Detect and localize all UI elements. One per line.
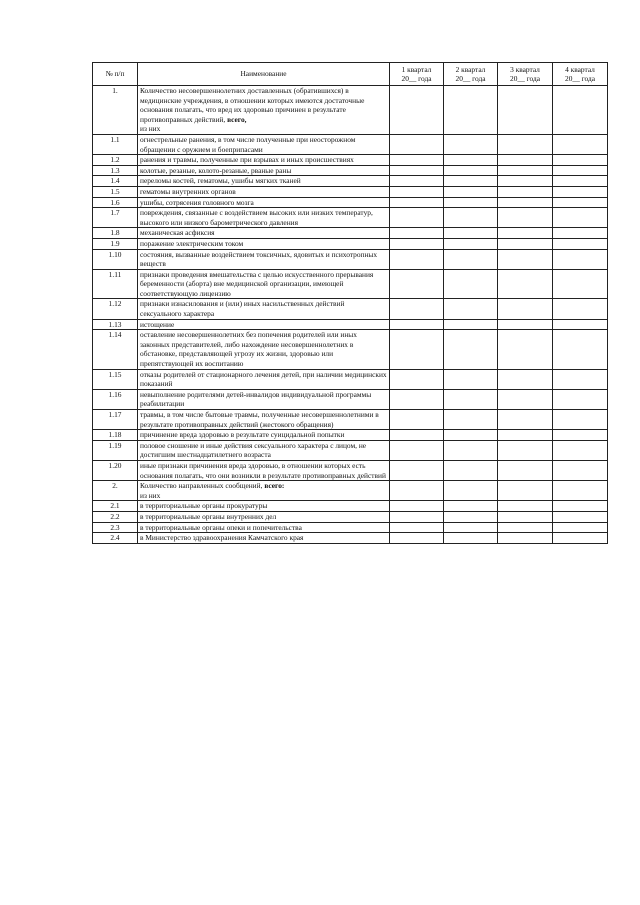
quarter-1-cell[interactable]	[390, 249, 444, 269]
quarter-2-cell[interactable]	[444, 481, 498, 501]
quarter-3-cell[interactable]	[498, 481, 553, 501]
row-number: 2.2	[93, 511, 138, 522]
row-number: 1.18	[93, 430, 138, 441]
row-name-text: оставление несовершеннолетних без попечения родителей или иных законных представителей, либо нахождение несовершеннолетних в обстановке, представляющей угрозу их жизни, здоровью или препятствующей их воспитанию	[140, 330, 357, 369]
row-name-text: в территориальные органы опеки и попечительства	[140, 522, 302, 532]
quarter-year: 20__ года	[510, 74, 540, 83]
quarter-3-cell[interactable]	[498, 410, 553, 430]
quarter-3-cell[interactable]	[498, 299, 553, 319]
table-row	[93, 269, 608, 299]
row-name	[138, 319, 390, 330]
row-name-text: причинение вреда здоровью в результате суицидальной попытки	[140, 430, 345, 440]
row-number: 1.3	[93, 165, 138, 176]
table-row	[93, 86, 608, 135]
table-row	[93, 522, 608, 533]
row-name	[138, 440, 390, 460]
quarter-2-cell[interactable]	[444, 86, 498, 135]
quarter-4-cell[interactable]	[553, 501, 608, 512]
quarter-1-cell[interactable]	[390, 410, 444, 430]
quarter-2-cell[interactable]	[444, 430, 498, 441]
table-header	[93, 63, 608, 86]
table-body	[93, 86, 608, 544]
report-table	[92, 62, 608, 544]
quarter-3-cell[interactable]	[498, 155, 553, 166]
table-row	[93, 186, 608, 197]
quarter-4-cell[interactable]	[553, 511, 608, 522]
row-name-tail: из них	[140, 124, 161, 134]
header-quarter-2	[444, 63, 498, 86]
row-number: 1.12	[93, 299, 138, 319]
quarter-3-cell[interactable]	[498, 511, 553, 522]
quarter-3-cell[interactable]	[498, 134, 553, 154]
header-row	[93, 63, 608, 86]
row-name-text: иные признаки причинения вреда здоровью, в отношении которых есть основания полагать, что они возникли в результате противоправных действий	[140, 460, 386, 480]
row-name	[138, 176, 390, 187]
quarter-1-cell[interactable]	[390, 208, 444, 228]
quarter-1-cell[interactable]	[390, 481, 444, 501]
quarter-4-cell[interactable]	[553, 522, 608, 533]
quarter-4-cell[interactable]	[553, 176, 608, 187]
quarter-label: 4 квартал	[565, 64, 595, 74]
quarter-1-cell[interactable]	[390, 430, 444, 441]
row-name-text: Количество направленных сообщений,	[140, 481, 263, 491]
row-name	[138, 228, 390, 239]
row-name	[138, 460, 390, 480]
row-number: 2.3	[93, 522, 138, 533]
header-name: Наименование	[138, 63, 390, 86]
table-row	[93, 197, 608, 208]
row-name-total: всего:	[264, 481, 285, 491]
table-row	[93, 533, 608, 544]
header-num: № п/п	[93, 63, 138, 86]
table-row	[93, 299, 608, 319]
header-quarter-1	[390, 63, 444, 86]
row-name-text: в территориальные органы внутренних дел	[140, 511, 277, 521]
quarter-2-cell[interactable]	[444, 228, 498, 239]
row-name	[138, 249, 390, 269]
row-number: 1.1	[93, 134, 138, 154]
quarter-1-cell[interactable]	[390, 299, 444, 319]
row-name-text: колотые, резаные, колото-резаные, рваные раны	[140, 165, 292, 175]
quarter-2-cell[interactable]	[444, 208, 498, 228]
table-row	[93, 176, 608, 187]
table-row	[93, 165, 608, 176]
quarter-3-cell[interactable]	[498, 208, 553, 228]
row-name-text: признаки проведения вмешательства с целью искусственного прерывания беременности (аборта) вне медицинской организации, имеющей соответствующую лицензию	[140, 269, 374, 298]
table-row	[93, 511, 608, 522]
quarter-4-cell[interactable]	[553, 319, 608, 330]
row-name	[138, 86, 390, 135]
row-number: 1.9	[93, 238, 138, 249]
quarter-4-cell[interactable]	[553, 460, 608, 480]
quarter-1-cell[interactable]	[390, 330, 444, 369]
table-row	[93, 501, 608, 512]
quarter-1-cell[interactable]	[390, 460, 444, 480]
quarter-3-cell[interactable]	[498, 228, 553, 239]
quarter-3-cell[interactable]	[498, 460, 553, 480]
quarter-1-cell[interactable]	[390, 165, 444, 176]
row-number: 1.19	[93, 440, 138, 460]
quarter-4-cell[interactable]	[553, 269, 608, 299]
quarter-3-cell[interactable]	[498, 330, 553, 369]
row-name	[138, 389, 390, 409]
quarter-4-cell[interactable]	[553, 238, 608, 249]
row-number: 1.10	[93, 249, 138, 269]
row-name-text: истощение	[140, 319, 175, 329]
quarter-2-cell[interactable]	[444, 299, 498, 319]
quarter-2-cell[interactable]	[444, 186, 498, 197]
row-number: 2.	[93, 481, 138, 501]
row-number: 1.8	[93, 228, 138, 239]
quarter-2-cell[interactable]	[444, 176, 498, 187]
quarter-4-cell[interactable]	[553, 299, 608, 319]
row-name-text: поражение электрическим током	[140, 238, 244, 248]
quarter-4-cell[interactable]	[553, 208, 608, 228]
quarter-1-cell[interactable]	[390, 197, 444, 208]
quarter-1-cell[interactable]	[390, 533, 444, 544]
quarter-2-cell[interactable]	[444, 511, 498, 522]
table-row	[93, 440, 608, 460]
header-quarter-4	[553, 63, 608, 86]
quarter-4-cell[interactable]	[553, 410, 608, 430]
table-row	[93, 369, 608, 389]
quarter-3-cell[interactable]	[498, 86, 553, 135]
row-number: 1.17	[93, 410, 138, 430]
quarter-1-cell[interactable]	[390, 228, 444, 239]
table-row	[93, 238, 608, 249]
quarter-4-cell[interactable]	[553, 533, 608, 544]
quarter-2-cell[interactable]	[444, 238, 498, 249]
quarter-2-cell[interactable]	[444, 460, 498, 480]
quarter-2-cell[interactable]	[444, 410, 498, 430]
row-number: 1.20	[93, 460, 138, 480]
quarter-2-cell[interactable]	[444, 330, 498, 369]
row-name	[138, 501, 390, 512]
quarter-1-cell[interactable]	[390, 186, 444, 197]
quarter-2-cell[interactable]	[444, 134, 498, 154]
quarter-1-cell[interactable]	[390, 269, 444, 299]
quarter-2-cell[interactable]	[444, 389, 498, 409]
quarter-year: 20__ года	[401, 74, 432, 83]
row-name-text: травмы, в том числе бытовые травмы, полученные несовершеннолетними в результате противоправных действий (жестокого обращения)	[140, 410, 379, 429]
row-name	[138, 155, 390, 166]
row-name-text: в территориальные органы прокуратуры	[140, 501, 268, 511]
row-number: 1.6	[93, 197, 138, 208]
quarter-3-cell[interactable]	[498, 440, 553, 460]
header-quarter-3	[498, 63, 553, 86]
quarter-4-cell[interactable]	[553, 481, 608, 501]
quarter-1-cell[interactable]	[390, 86, 444, 135]
row-name	[138, 410, 390, 430]
row-name-text: отказы родителей от стационарного лечения детей, при наличии медицинских показаний	[140, 369, 387, 389]
table-row	[93, 134, 608, 154]
row-name-text: гематомы внутренних органов	[140, 186, 236, 196]
table-row	[93, 460, 608, 480]
quarter-4-cell[interactable]	[553, 134, 608, 154]
row-name	[138, 369, 390, 389]
quarter-1-cell[interactable]	[390, 522, 444, 533]
quarter-3-cell[interactable]	[498, 319, 553, 330]
quarter-4-cell[interactable]	[553, 369, 608, 389]
row-name-text: повреждения, связанные с воздействием высоких или низких температур, высокого или низкого барометрического давления	[140, 208, 373, 227]
quarter-3-cell[interactable]	[498, 389, 553, 409]
table-row	[93, 155, 608, 166]
quarter-4-cell[interactable]	[553, 197, 608, 208]
row-name-text: ранения и травмы, полученные при взрывах и иных происшествиях	[140, 155, 354, 165]
table-row	[93, 330, 608, 369]
table-row	[93, 389, 608, 409]
row-number: 1.7	[93, 208, 138, 228]
row-number: 1.4	[93, 176, 138, 187]
row-number: 1.15	[93, 369, 138, 389]
row-name-text: ушибы, сотрясения головного мозга	[140, 197, 254, 207]
quarter-3-cell[interactable]	[498, 501, 553, 512]
row-name-text: механическая асфиксия	[140, 228, 215, 238]
quarter-3-cell[interactable]	[498, 533, 553, 544]
row-name-text: в Министерство здравоохранения Камчатского края	[140, 533, 304, 543]
table-row	[93, 228, 608, 239]
quarter-1-cell[interactable]	[390, 440, 444, 460]
row-name	[138, 299, 390, 319]
quarter-4-cell[interactable]	[553, 155, 608, 166]
row-name	[138, 269, 390, 299]
quarter-4-cell[interactable]	[553, 86, 608, 135]
quarter-2-cell[interactable]	[444, 533, 498, 544]
row-name	[138, 238, 390, 249]
row-number: 2.1	[93, 501, 138, 512]
row-name	[138, 165, 390, 176]
quarter-2-cell[interactable]	[444, 269, 498, 299]
row-name	[138, 481, 390, 501]
table-row	[93, 208, 608, 228]
quarter-2-cell[interactable]	[444, 369, 498, 389]
quarter-4-cell[interactable]	[553, 330, 608, 369]
row-name-text: состояния, вызванные воздействием токсичных, ядовитых и психотропных веществ	[140, 249, 378, 269]
quarter-1-cell[interactable]	[390, 369, 444, 389]
quarter-2-cell[interactable]	[444, 522, 498, 533]
quarter-4-cell[interactable]	[553, 440, 608, 460]
row-name	[138, 430, 390, 441]
row-name-text: половое сношение и иные действия сексуального характера с лицом, не достигшим шестнадцатилетнего возраста	[140, 440, 367, 460]
row-number: 1.14	[93, 330, 138, 369]
quarter-3-cell[interactable]	[498, 249, 553, 269]
row-number: 1.	[93, 86, 138, 135]
quarter-3-cell[interactable]	[498, 522, 553, 533]
row-name-text: огнестрельные ранения, в том числе полученные при неосторожном обращении с оружием и боеприпасами	[140, 134, 356, 154]
row-number: 1.11	[93, 269, 138, 299]
table-row	[93, 430, 608, 441]
quarter-1-cell[interactable]	[390, 501, 444, 512]
row-name-text: переломы костей, гематомы, ушибы мягких тканей	[140, 176, 301, 186]
table-row	[93, 319, 608, 330]
quarter-3-cell[interactable]	[498, 176, 553, 187]
quarter-2-cell[interactable]	[444, 165, 498, 176]
quarter-4-cell[interactable]	[553, 228, 608, 239]
quarter-3-cell[interactable]	[498, 197, 553, 208]
row-name-text: Количество несовершеннолетних доставленных (обратившихся) в медицинские учреждения, в отношении которых имеются достаточные основания полагать, что вред их здоровью причинен в результате противоправных действий,	[140, 86, 365, 124]
quarter-4-cell[interactable]	[553, 430, 608, 441]
quarter-label: 2 квартал	[455, 64, 486, 74]
row-number: 2.4	[93, 533, 138, 544]
row-number: 1.13	[93, 319, 138, 330]
quarter-3-cell[interactable]	[498, 369, 553, 389]
quarter-4-cell[interactable]	[553, 249, 608, 269]
quarter-3-cell[interactable]	[498, 165, 553, 176]
row-name	[138, 197, 390, 208]
row-number: 1.16	[93, 389, 138, 409]
quarter-2-cell[interactable]	[444, 501, 498, 512]
quarter-1-cell[interactable]	[390, 511, 444, 522]
row-name-tail: из них	[140, 490, 161, 500]
row-name	[138, 522, 390, 533]
quarter-1-cell[interactable]	[390, 238, 444, 249]
quarter-4-cell[interactable]	[553, 389, 608, 409]
row-number: 1.2	[93, 155, 138, 166]
row-name-text: невыполнение родителями детей-инвалидов индивидуальной программы реабилитации	[140, 389, 372, 409]
quarter-year: 20__ года	[455, 74, 486, 83]
quarter-1-cell[interactable]	[390, 134, 444, 154]
quarter-4-cell[interactable]	[553, 186, 608, 197]
quarter-2-cell[interactable]	[444, 197, 498, 208]
row-name-text: признаки изнасилования и (или) иных насильственных действий сексуального характера	[140, 299, 345, 319]
row-name	[138, 208, 390, 228]
table-row	[93, 481, 608, 501]
quarter-year: 20__ года	[565, 74, 595, 83]
quarter-4-cell[interactable]	[553, 165, 608, 176]
quarter-2-cell[interactable]	[444, 249, 498, 269]
quarter-2-cell[interactable]	[444, 440, 498, 460]
quarter-label: 3 квартал	[510, 64, 540, 74]
row-number: 1.5	[93, 186, 138, 197]
row-name	[138, 186, 390, 197]
row-name	[138, 134, 390, 154]
quarter-3-cell[interactable]	[498, 430, 553, 441]
quarter-2-cell[interactable]	[444, 319, 498, 330]
quarter-1-cell[interactable]	[390, 319, 444, 330]
quarter-2-cell[interactable]	[444, 155, 498, 166]
quarter-3-cell[interactable]	[498, 186, 553, 197]
quarter-3-cell[interactable]	[498, 269, 553, 299]
quarter-3-cell[interactable]	[498, 238, 553, 249]
quarter-1-cell[interactable]	[390, 155, 444, 166]
table-row	[93, 410, 608, 430]
row-name	[138, 511, 390, 522]
table-row	[93, 249, 608, 269]
row-name	[138, 533, 390, 544]
row-name	[138, 330, 390, 369]
quarter-1-cell[interactable]	[390, 176, 444, 187]
quarter-1-cell[interactable]	[390, 389, 444, 409]
row-name-total: всего,	[227, 114, 247, 124]
quarter-label: 1 квартал	[401, 64, 432, 74]
